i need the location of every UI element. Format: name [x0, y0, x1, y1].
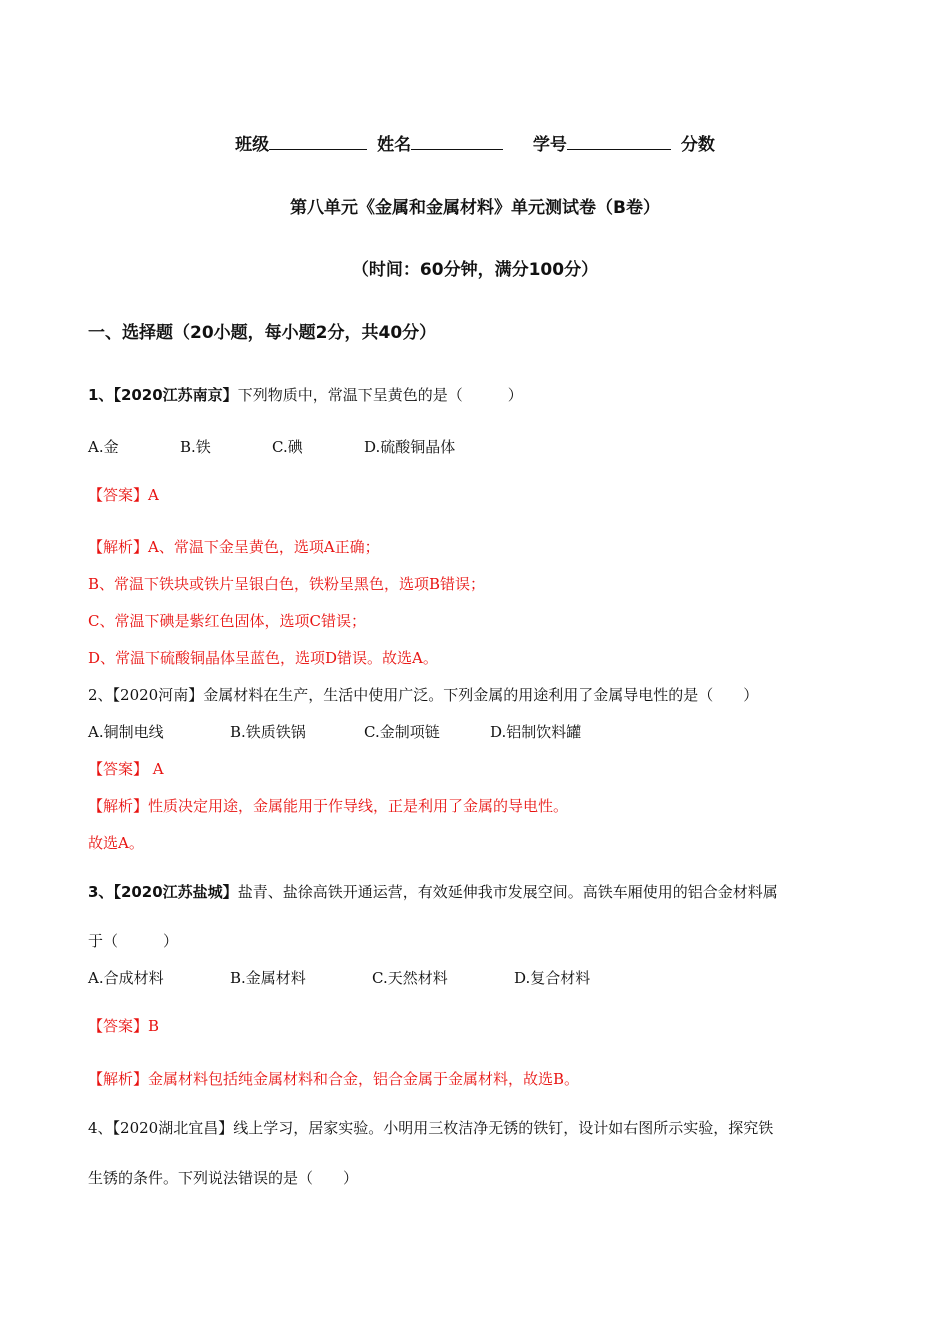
q1-analysis-1: 【解析】A、常温下金呈黄色，选项A正确；	[88, 538, 380, 556]
q1-analysis-2: B、常温下铁块或铁片呈银白色，铁粉呈黑色，选项B错误；	[88, 575, 486, 593]
q1-analysis-3: C、常温下碘是紫红色固体，选项C错误；	[88, 612, 366, 630]
q1-analysis-4: D、常温下硫酸铜晶体呈蓝色，选项D错误。故选A。	[88, 649, 438, 667]
class-label: 班级	[235, 135, 270, 155]
q3-stem: 盐青、盐徐高铁开通运营，有效延伸我市发展空间。高铁车厢使用的铝合金材料属	[237, 883, 778, 901]
q1-tag: 【2020江苏南京】	[113, 386, 238, 404]
q3-stem-continued: 于（ ）	[88, 932, 179, 950]
q1-option-b[interactable]: B.铁	[180, 438, 211, 456]
q2-number: 2、	[88, 686, 113, 704]
name-label: 姓名	[377, 135, 412, 155]
q3-analysis-1: 【解析】金属材料包括纯金属材料和合金，铝合金属于金属材料，故选B。	[88, 1070, 580, 1088]
class-blank[interactable]	[269, 133, 367, 150]
name-blank[interactable]	[411, 133, 503, 150]
q4-stem: 线上学习，居家实验。小明用三枚洁净无锈的铁钉，设计如右图所示实验，探究铁	[233, 1119, 774, 1137]
q3-tag: 【2020江苏盐城】	[113, 883, 238, 901]
q3-option-d[interactable]: D.复合材料	[514, 969, 591, 987]
student-info-header	[0, 133, 950, 155]
q1-number: 1、	[88, 386, 114, 404]
q2-answer: 【答案】 A	[88, 760, 164, 778]
q2-option-d[interactable]: D.铝制饮料罐	[490, 723, 582, 741]
id-label: 学号	[532, 135, 567, 155]
page-subtitle: （时间：60分钟，满分100分）	[351, 260, 599, 280]
q4-number: 4、	[88, 1119, 113, 1137]
q2-tag: 【2020河南】	[112, 686, 204, 704]
id-blank[interactable]	[567, 133, 671, 150]
q1-option-d[interactable]: D.硫酸铜晶体	[364, 438, 456, 456]
q4-stem-continued: 生锈的条件。下列说法错误的是（ ）	[88, 1169, 359, 1187]
q1-option-c[interactable]: C.碘	[272, 438, 303, 456]
question-1	[88, 385, 523, 405]
page-title: 第八单元《金属和金属材料》单元测试卷（B卷）	[290, 198, 660, 218]
q4-tag: 【2020湖北宜昌】	[112, 1119, 234, 1137]
question-2	[88, 685, 758, 705]
score-label: 分数	[680, 135, 715, 155]
q2-analysis-1: 【解析】性质决定用途，金属能用于作导线，正是利用了金属的导电性。	[88, 797, 569, 815]
question-4	[88, 1118, 773, 1138]
q2-options	[88, 722, 581, 742]
question-3	[88, 882, 778, 902]
q2-conclusion: 故选A。	[88, 834, 144, 852]
q1-options	[88, 437, 455, 457]
q3-option-b[interactable]: B.金属材料	[230, 969, 306, 987]
section-heading: 一、选择题（20小题，每小题2分，共40分）	[88, 323, 437, 343]
q3-option-a[interactable]: A.合成材料	[88, 969, 164, 987]
q2-option-b[interactable]: B.铁质铁锅	[230, 723, 306, 741]
q1-answer: 【答案】A	[88, 486, 159, 504]
q3-answer: 【答案】B	[88, 1017, 160, 1035]
q3-option-c[interactable]: C.天然材料	[372, 969, 448, 987]
q2-option-c[interactable]: C.金制项链	[364, 723, 440, 741]
q3-options	[88, 968, 590, 988]
q2-stem: 金属材料在生产，生活中使用广泛。下列金属的用途利用了金属导电性的是（ ）	[203, 686, 759, 704]
q2-option-a[interactable]: A.铜制电线	[88, 723, 164, 741]
q1-stem: 下列物质中，常温下呈黄色的是（ ）	[237, 386, 523, 404]
q3-number: 3、	[88, 883, 114, 901]
q1-option-a[interactable]: A.金	[88, 438, 119, 456]
